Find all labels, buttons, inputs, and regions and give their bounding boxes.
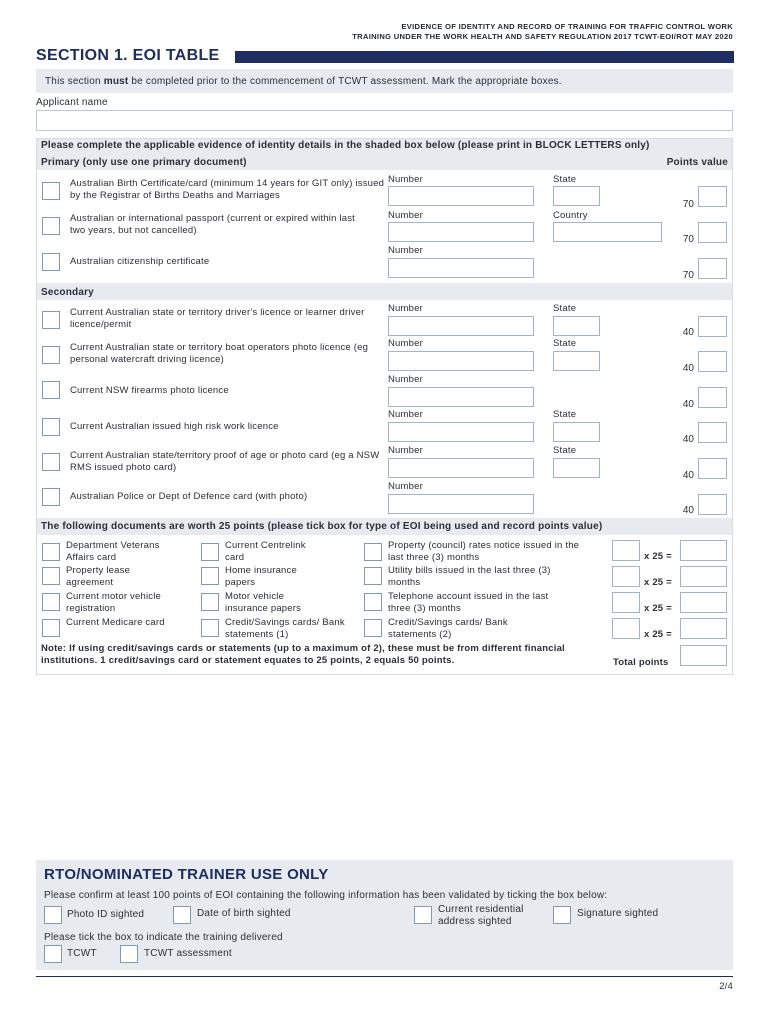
applicant-label: Applicant name [36,97,108,108]
points-value: 70 [682,234,694,245]
state-label: State [553,445,577,456]
applicant-name-input[interactable] [36,110,733,131]
doc-header-line2: TRAINING UNDER THE WORK HEALTH AND SAFETY REGULATION 2017 TCWT-EOI/ROT MAY 2020 [352,32,733,41]
tcwt-assessment-label: TCWT assessment [144,948,232,959]
count-input[interactable] [612,618,640,639]
rto-title: RTO/NOMINATED TRAINER USE ONLY [44,866,329,883]
title-bar [235,51,734,63]
number-label: Number [388,303,423,314]
doc25-checkbox[interactable] [42,593,60,611]
points-value: 40 [682,505,694,516]
secondary-doc-text: Current NSW firearms photo licence [70,385,229,396]
number-input[interactable] [388,422,534,442]
doc25-checkbox[interactable] [364,619,382,637]
number-input[interactable] [388,494,534,514]
note-text: Note: If using credit/savings cards or statements (up to a maximum of 2), these must be from different financial institutions. 1 credit/savings card or statement equates to 25 points, 2 equals 50 points. [41,643,565,666]
country-label: Country [553,210,588,221]
primary-doc-text: Australian or international passport (current or expired within last two years, but not cancelled) [70,213,356,236]
secondary-checkbox-boat-licence[interactable] [42,346,60,364]
total-points-input[interactable] [680,645,727,666]
address-checkbox[interactable] [414,906,432,924]
doc25-checkbox[interactable] [364,543,382,561]
doc25-text: Credit/Savings cards/ Bank statements (1) [225,617,345,640]
tcwt-assessment-checkbox[interactable] [120,945,138,963]
points-checkbox[interactable] [698,351,727,372]
number-label: Number [388,445,423,456]
secondary-checkbox-firearms[interactable] [42,381,60,399]
secondary-checkbox-high-risk[interactable] [42,418,60,436]
signature-checkbox[interactable] [553,906,571,924]
dob-checkbox[interactable] [173,906,191,924]
secondary-area [37,300,732,518]
points-value: 40 [682,327,694,338]
footer-rule [36,976,733,977]
secondary-doc-text: Current Australian state or territory driver's licence or learner driver licence/permit [70,307,365,330]
tcwt-checkbox[interactable] [44,945,62,963]
number-label: Number [388,245,423,256]
state-input[interactable] [553,316,600,336]
doc25-checkbox[interactable] [42,567,60,585]
state-input[interactable] [553,458,600,478]
number-input[interactable] [388,222,534,242]
x25-label: x 25 = [644,603,672,614]
primary-checkbox-passport[interactable] [42,217,60,235]
doc25-text: Current Centrelink card [225,540,306,563]
doc25-text: Home insurance papers [225,565,297,588]
primary-checkbox-citizenship[interactable] [42,253,60,271]
doc25-checkbox[interactable] [42,543,60,561]
points-value-label: Points value [666,157,728,168]
points-checkbox[interactable] [698,186,727,207]
doc25-checkbox[interactable] [364,567,382,585]
doc25-text: Current motor vehicle registration [66,591,162,614]
x25-label: x 25 = [644,577,672,588]
number-label: Number [388,409,423,420]
country-input[interactable] [553,222,662,242]
number-label: Number [388,210,423,221]
number-input[interactable] [388,316,534,336]
state-label: State [553,174,577,185]
number-input[interactable] [388,258,534,278]
shaded-heading: Please complete the applicable evidence of identity details in the shaded box below (please print in BLOCK LETTERS only) [41,140,650,151]
secondary-checkbox-police-defence[interactable] [42,488,60,506]
tcwt-label: TCWT [67,948,97,959]
points-checkbox[interactable] [698,387,727,408]
training-label: Please tick the box to indicate the training delivered [44,932,283,943]
points-checkbox[interactable] [698,316,727,337]
state-label: State [553,409,577,420]
doc25-text: Current Medicare card [66,617,165,628]
doc25-text: Property lease agreement [66,565,131,588]
doc25-text: Property (council) rates notice issued in the last three (3) months [388,540,580,563]
points-value: 40 [682,470,694,481]
doc25-text: Credit/Savings cards/ Bank statements (2) [388,617,508,640]
number-label: Number [388,374,423,385]
count-input[interactable] [612,592,640,613]
photo-id-label: Photo ID sighted [67,909,145,920]
points-checkbox[interactable] [698,258,727,279]
number-label: Number [388,481,423,492]
secondary-doc-text: Current Australian state/territory proof of age or photo card (eg a NSW RMS issued photo card) [70,450,380,473]
points-checkbox[interactable] [698,494,727,515]
address-label: Current residential address sighted [438,904,524,927]
doc25-checkbox[interactable] [364,593,382,611]
points-checkbox[interactable] [698,458,727,479]
section-title: SECTION 1. EOI TABLE [36,47,220,64]
secondary-doc-text: Current Australian issued high risk work licence [70,421,279,432]
doc25-text: Telephone account issued in the last three (3) months [388,591,549,614]
intro-text: This section must be completed prior to the commencement of TCWT assessment. Mark the appropriate boxes. [45,76,562,87]
primary-checkbox-birth-certificate[interactable] [42,182,60,200]
points-value: 40 [682,363,694,374]
secondary-doc-text: Current Australian state or territory boat operators photo licence (eg personal watercraft driving licence) [70,342,369,365]
points-value: 70 [682,199,694,210]
subtotal-input[interactable] [680,592,727,613]
doc25-checkbox[interactable] [42,619,60,637]
subtotal-input[interactable] [680,566,727,587]
doc25-checkbox[interactable] [201,543,219,561]
doc25-checkbox[interactable] [201,619,219,637]
primary-label: Primary (only use one primary document) [41,157,247,168]
points-value: 70 [682,270,694,281]
dob-label: Date of birth sighted [197,908,291,919]
secondary-label: Secondary [41,287,94,298]
count-input[interactable] [612,540,640,561]
doc25-checkbox[interactable] [201,567,219,585]
x25-label: x 25 = [644,551,672,562]
twentyfive-heading: The following documents are worth 25 points (please tick box for type of EOI being used and record points value) [41,521,603,532]
number-input[interactable] [388,351,534,371]
doc25-text: Motor vehicle insurance papers [225,591,302,614]
secondary-checkbox-drivers-licence[interactable] [42,311,60,329]
doc25-text: Utility bills issued in the last three (3) months [388,565,551,588]
points-value: 40 [682,399,694,410]
rto-confirm-text: Please confirm at least 100 points of EOI containing the following information has been validated by ticking the box below: [44,890,608,901]
doc-header-line1: EVIDENCE OF IDENTITY AND RECORD OF TRAINING FOR TRAFFIC CONTROL WORK [401,22,733,31]
secondary-doc-text: Australian Police or Dept of Defence card (with photo) [70,491,308,502]
page-number: 2/4 [719,981,733,992]
points-checkbox[interactable] [698,222,727,243]
subtotal-input[interactable] [680,618,727,639]
number-input[interactable] [388,186,534,206]
doc25-text: Department Veterans Affairs card [66,540,160,563]
number-label: Number [388,338,423,349]
number-label: Number [388,174,423,185]
points-value: 40 [682,434,694,445]
primary-doc-text: Australian Birth Certificate/card (minimum 14 years for GIT only) issued by the Registrar of Births Deaths and Marriages [70,178,385,201]
number-input[interactable] [388,458,534,478]
points-checkbox[interactable] [698,422,727,443]
state-input[interactable] [553,186,600,206]
photo-id-checkbox[interactable] [44,906,62,924]
total-points-label: Total points [613,657,669,668]
subtotal-input[interactable] [680,540,727,561]
signature-label: Signature sighted [577,908,659,919]
number-input[interactable] [388,387,534,407]
state-input[interactable] [553,422,600,442]
x25-label: x 25 = [644,629,672,640]
state-label: State [553,338,577,349]
state-label: State [553,303,577,314]
state-input[interactable] [553,351,600,371]
count-input[interactable] [612,566,640,587]
doc25-checkbox[interactable] [201,593,219,611]
primary-doc-text: Australian citizenship certificate [70,256,210,267]
secondary-checkbox-proof-of-age[interactable] [42,453,60,471]
